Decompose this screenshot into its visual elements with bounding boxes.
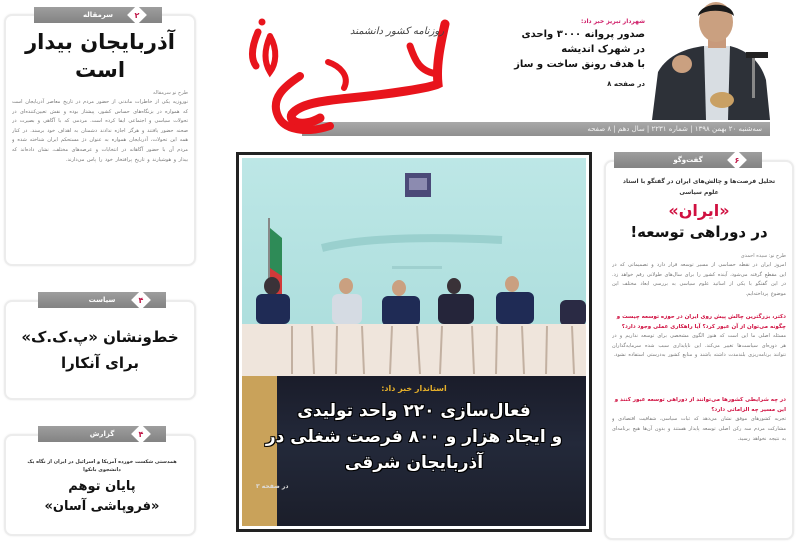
- section-tab-interview[interactable]: [614, 152, 762, 168]
- interview-body: تجربه کشورهای موفق نشان می‌دهد که ثبات سیاسی، شفافیت اقتصادی و مشارکت مردم سه رکن اصلی توسعه پایدار هستند و بدون آن‌ها هیچ برنامه‌ای به نتیجه نخواهد رسید.: [612, 416, 786, 442]
- logo-tagline: روزنامه کشور دانشمند: [350, 26, 445, 37]
- section-tab-label: گفت‌وگو: [673, 156, 703, 164]
- politics-headline[interactable]: خط‌ونشان «پ.ک.ک» برای آنکارا: [21, 328, 179, 372]
- teaser-kicker: شهردار تبریز خبر داد:: [581, 18, 645, 25]
- section-tab-label: سیاست: [88, 296, 116, 304]
- interview-question: در چه شرایطی کشورها می‌توانند از دوراهی توسعه عبور کنند و این مسیر چه الزاماتی دارد؟: [614, 397, 786, 413]
- interview-body: مسئله اصلی ما این است که هنوز الگوی مشخصی برای توسعه نداریم و در هر دوره‌ای سیاست‌ها تغییر می‌کند. این ناپایداری سبب شده سرمایه‌گذاران نتوانند برنامه‌ریزی بلندمدت داشته باشند و منابع کشور به‌درستی استفاده نشود.: [612, 333, 786, 359]
- interview-headline-red[interactable]: «ایران»: [668, 201, 730, 220]
- editorial-headline[interactable]: آذربایجان بیدار است: [25, 30, 175, 82]
- teaser-page-ref: در صفحه ۸: [607, 80, 645, 88]
- person-portrait-icon: [648, 2, 770, 120]
- page-number-badge: ۴: [131, 424, 151, 444]
- report-headline[interactable]: پایان توهم «فروپاشی آسان»: [44, 479, 160, 514]
- interview-headline[interactable]: در دوراهی توسعه!: [630, 223, 768, 241]
- teaser-portrait-photo: [648, 2, 770, 120]
- section-tab-label: سرمقاله: [82, 11, 114, 19]
- page-number-badge: ۶: [727, 150, 747, 170]
- section-tab-politics[interactable]: [38, 292, 166, 308]
- main-story-page-ref: در صفحه ۳: [256, 483, 289, 490]
- teaser-headline-line: با هدف رونق ساخت و ساز: [514, 59, 645, 70]
- editorial-body: نوروزیه یکی از خاطرات ماندنی از حضور مردم در تاریخ معاصر آذربایجان است که همواره در بزنگاه‌های حساس کشور، پیشتاز بوده و نقش تعیین‌کننده‌ای در تحولات سیاسی و اجتماعی ایفا کرده است. مردمی که با آگاهی و بصیرت در صحنه حضور یافتند و هرگز اجازه ندادند دشمنان به اهداف خود برسند. در کنار همه این تحولات، آذربایجان همواره به عنوان دژ مستحکم ایران شناخته شده و مردم آن با حضور آگاهانه در انتخابات و عرصه‌های مختلف، نشان داده‌اند که بیدار و هوشیارند و تاریخ پرافتخار خود را پاس می‌دارند.: [12, 99, 188, 163]
- interview-byline: طرح نو: سیده احمدی: [740, 253, 786, 259]
- teaser-headline-line: در شهرک اندیشه: [561, 44, 645, 55]
- editorial-byline: طرح نو سرمقاله: [152, 90, 188, 96]
- interview-body: امروز ایران در نقطه حساسی از مسیر توسعه قرار دارد و تصمیماتی که در این مقطع گرفته می‌شود، آینده کشور را برای سال‌های طولانی رقم خواهد زد. در این گفتگو با یکی از اساتید علوم سیاسی به بررسی ابعاد مختلف این موضوع پرداخته‌ایم.: [612, 262, 786, 297]
- section-tab-report[interactable]: [38, 426, 166, 442]
- section-tab-label: گزارش: [89, 430, 115, 438]
- report-subhead: همدستی شکست خورده آمریکا و اسرائیل در ایران از نگاه یک دانشجوی بانکوا: [27, 459, 177, 473]
- main-story-kicker: استاندار خبر داد:: [381, 384, 447, 393]
- page-number-badge: ۴: [131, 290, 151, 310]
- top-teaser[interactable]: [510, 18, 645, 88]
- page-number-badge: ۲: [127, 5, 147, 25]
- interview-question: دکتر، بزرگترین چالش پیش روی ایران در حوزه توسعه چیست و چگونه می‌توان از آن عبور کرد؟ آیا راهکاری عملی وجود دارد؟: [616, 314, 786, 330]
- interview-subhead: تحلیل فرصت‌ها و چالش‌های ایران در گفتگو با استاد علوم سیاسی: [622, 178, 776, 196]
- dateline: سه‌شنبه ۲۰ بهمن ۱۳۹۸ | شماره ۲۲۳۱ | سال دهم | ۸ صفحه: [587, 125, 762, 133]
- main-story-photo-frame[interactable]: [236, 152, 592, 532]
- section-tab-editorial[interactable]: [34, 7, 162, 23]
- main-story-headline[interactable]: فعال‌سازی ۲۲۰ واحد تولیدی و ایجاد هزار و ۸۰۰ فرصت شغلی در آذربایجان شرقی: [265, 401, 563, 473]
- main-story-photo: [242, 158, 586, 526]
- teaser-headline-line: صدور پروانه ۳۰۰۰ واحدی: [521, 29, 645, 40]
